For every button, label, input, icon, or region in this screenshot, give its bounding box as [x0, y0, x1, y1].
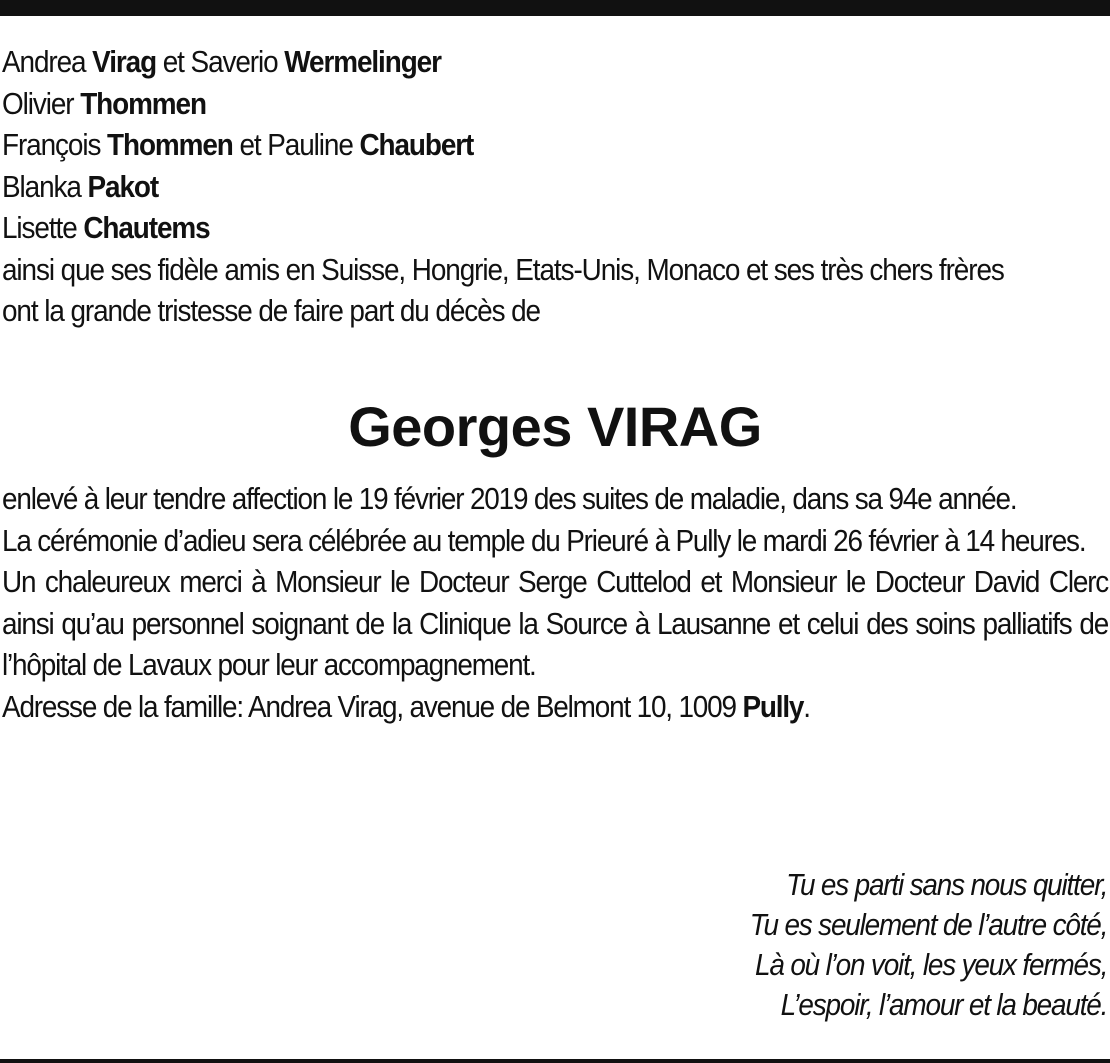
announcement-line: ont la grande tristesse de faire part du décès de: [2, 293, 541, 328]
friends-line: ainsi que ses fidèle amis en Suisse, Hongrie, Etats-Unis, Monaco et ses très chers frères: [2, 251, 1004, 287]
ceremony-info: La cérémonie d’adieu sera célébrée au temple du Prieuré à Pully le mardi 26 février à 14 heures.: [2, 522, 1086, 558]
deceased-name: Georges VIRAG: [348, 395, 762, 458]
surname: Pakot: [87, 168, 159, 204]
family-line-1: Andrea Virag et Saverio Wermelinger: [2, 44, 441, 79]
surname: Thommen: [80, 85, 206, 121]
poem-line: Là où l’on voit, les yeux fermés,: [754, 947, 1107, 982]
family-line-3: François Thommen et Pauline Chaubert: [2, 127, 474, 162]
address-city: Pully: [742, 688, 804, 724]
surname: Thommen: [107, 127, 233, 162]
death-info: enlevé à leur tendre affection le 19 février 2019 des suites de maladie, dans sa 94e année.: [2, 481, 1017, 516]
notice-body: [2, 478, 1108, 727]
thanks-paragraph: Un chaleureux merci à Monsieur le Docteur Serge Cuttelod et Monsieur le Docteur David Clerc ainsi qu’au personnel soignant de la Clinique la Source à Lausanne et celui des soins palliatifs de l’hôpital de Lavaux pour leur accompagnement.: [2, 564, 1109, 682]
surname: Wermelinger: [284, 44, 441, 79]
family-line-5: Lisette Chautems: [2, 210, 210, 245]
family-address: Adresse de la famille: Andrea Virag, avenue de Belmont 10, 1009 Pully.: [2, 688, 810, 724]
poem: [749, 865, 1107, 1025]
family-block: [2, 41, 1004, 332]
surname: Virag: [92, 44, 157, 79]
bottom-rule: [0, 1059, 1110, 1063]
poem-line: Tu es parti sans nous quitter,: [785, 867, 1107, 902]
top-rule: [0, 0, 1110, 16]
family-line-2: Olivier Thommen: [2, 85, 206, 121]
surname: Chautems: [83, 210, 210, 245]
family-line-4: Blanka Pakot: [2, 168, 159, 204]
poem-line: L’espoir, l’amour et la beauté.: [780, 987, 1107, 1022]
poem-line: Tu es seulement de l’autre côté,: [749, 907, 1107, 942]
surname: Chaubert: [359, 127, 474, 162]
